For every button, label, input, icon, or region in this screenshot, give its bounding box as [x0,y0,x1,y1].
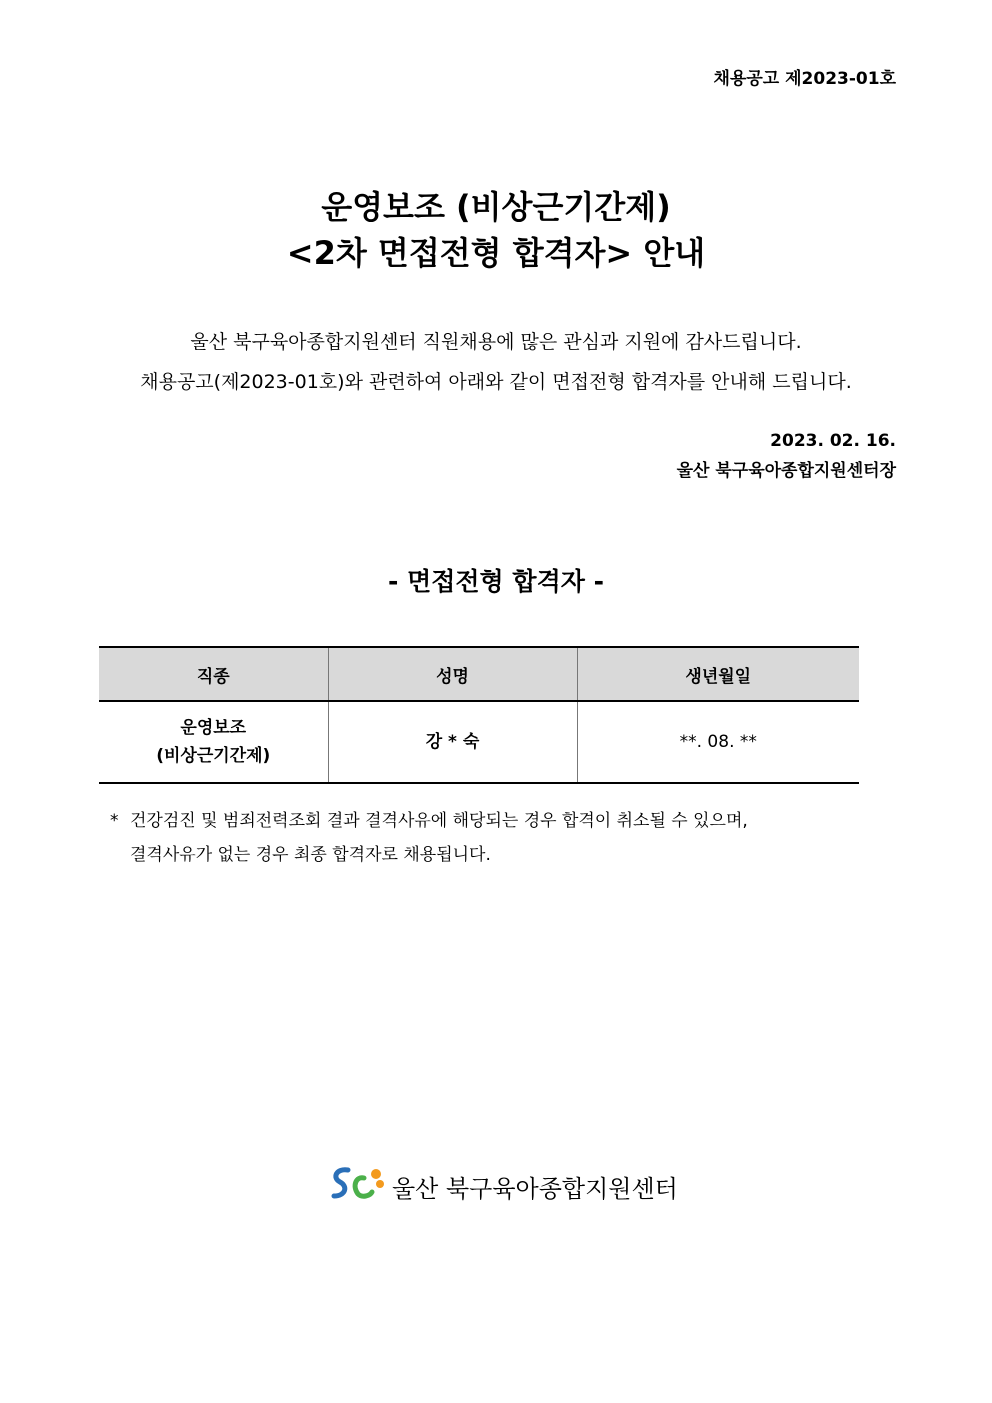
intro-line-2: 채용공고(제2023-01호)와 관련하여 아래와 같이 면접전형 합격자를 안내해 드립니다. [140,371,852,393]
note-mark: * [110,811,119,831]
note-line-1 [110,804,748,838]
job-type-line-1: 운영보조 [180,718,247,738]
center-logo-icon [330,1164,386,1208]
title-line-1: 운영보조 (비상근기간제) [321,188,671,226]
cell-job-type [99,701,328,783]
intro-line-1: 울산 북구육아종합지원센터 직원채용에 많은 관심과 지원에 감사드립니다. [190,331,802,353]
note [110,804,748,872]
intro-paragraph [0,322,992,402]
title-line-2: <2차 면접전형 합격자> 안내 [286,234,706,272]
result-table [99,646,859,784]
issuer-name: 울산 북구육아종합지원센터장 [676,461,896,481]
page-title [0,184,992,276]
cell-birth-date: **. 08. ** [577,701,859,783]
header-birth-date: 생년월일 [577,647,859,701]
table-row [99,701,859,783]
job-type-line-2: (비상근기간제) [156,746,271,766]
logo-green-c-shape [355,1178,372,1196]
header-job-type: 직종 [99,647,328,701]
logo-orange-dot-2 [376,1180,384,1188]
footer [330,1164,678,1208]
note-text-1: 건강검진 및 범죄전력조회 결과 결격사유에 해당되는 경우 합격이 취소될 수 있으며, [130,811,748,831]
notice-number: 채용공고 제2023-01호 [713,69,896,89]
footer-center-name: 울산 북구육아종합지원센터 [392,1174,678,1203]
logo-orange-dot-1 [371,1169,381,1179]
note-line-2: 결격사유가 없는 경우 최종 합격자로 채용됩니다. [130,845,491,865]
cell-name: 강 * 숙 [328,701,577,783]
issue-date: 2023. 02. 16. [770,431,896,451]
logo-blue-s-shape [334,1170,348,1196]
section-title: - 면접전형 합격자 - [388,567,604,596]
signature-block [677,426,896,486]
table-header-row [99,647,859,701]
header-name: 성명 [328,647,577,701]
